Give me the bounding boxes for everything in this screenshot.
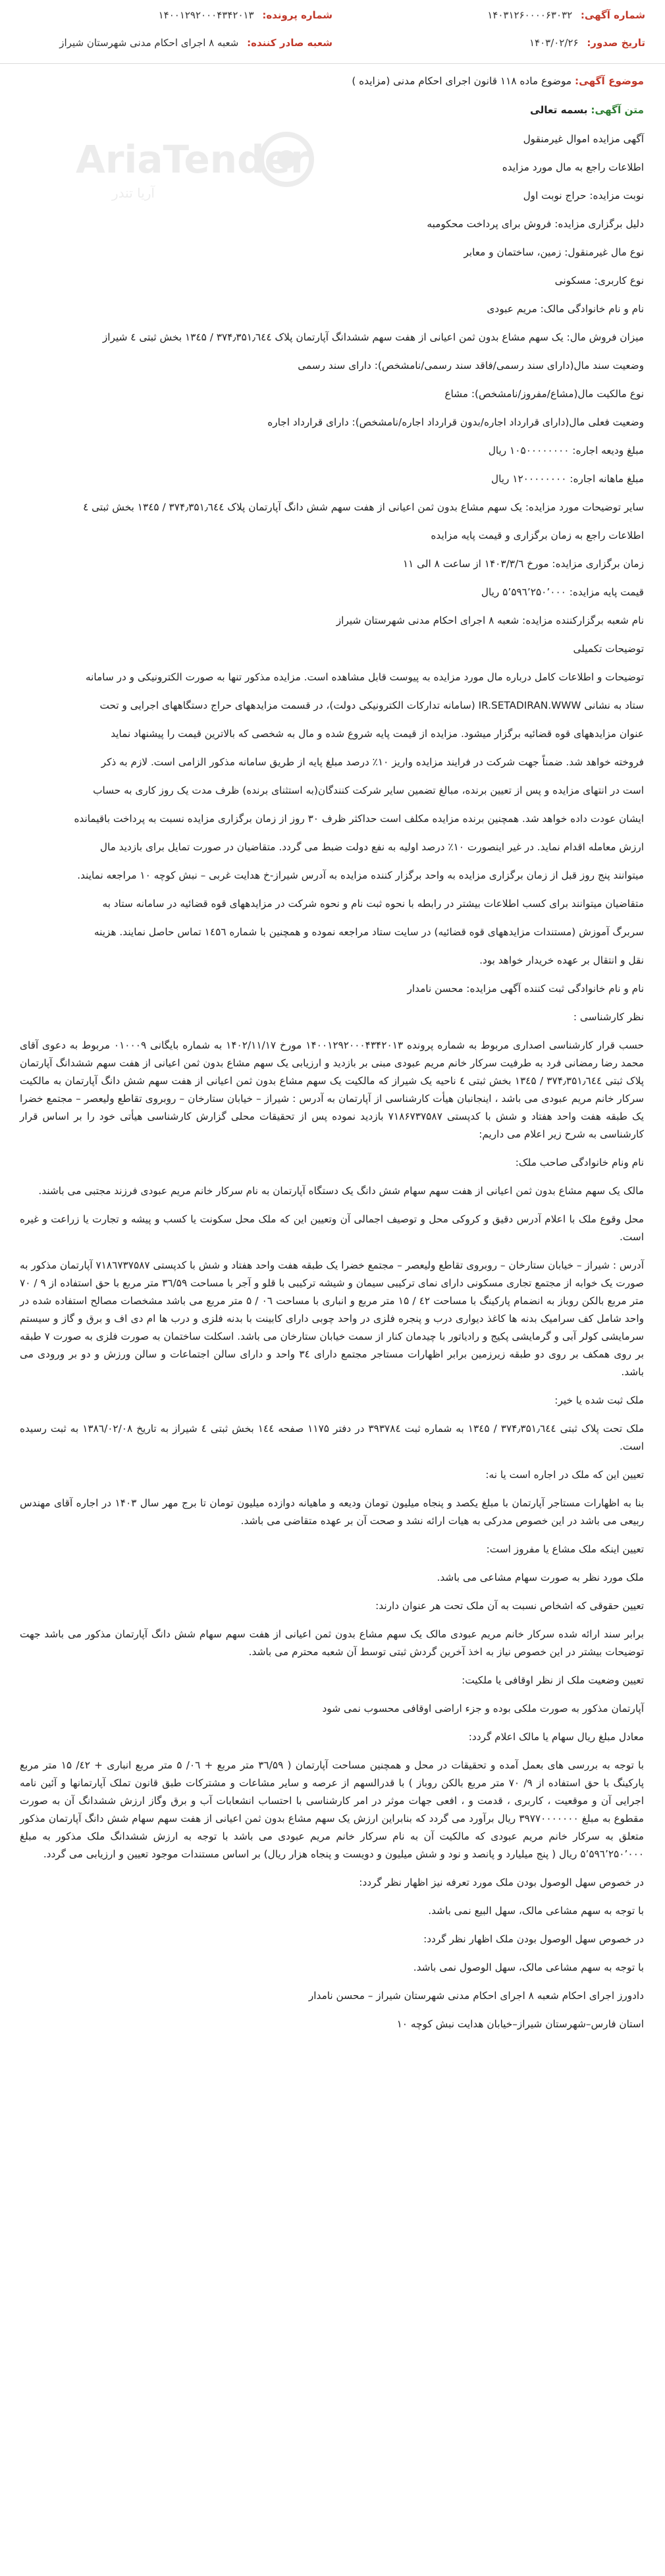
paragraph: حسب قرار کارشناسی اصداری مربوط به شماره پرونده ۱۴۰۰۱۲۹۲۰۰۰۴۳۴۲۰۱۳ مورخ ۱۴۰۲/۱۱/۱۷ به شماره بایگانی ۰۱۰۰۰۹ مربوط به دعوی آقای محمد رضا رمضانی فرد به طرفیت سرکار خانم مریم عبودی مبنی بر بازدید و ارزیابی یک سهم مشاع بدون ثمن اعیانی از هفت سهم ششدانگ آپارتمان پلاک ثبتی ۳۷۴٫۳۵۱٫٦٤٤ / ۱۳٤۵ بخش ثبتی ٤ ناحیه یک شیراز که مالکیت یک سهم مشاع بدون ثمن اعیانی از هفت سهم شش دانگ آپارتمان به مالکیت سرکار خانم مریم عبودی می باشد ، اینجانبان هیأت کارشناسی از آپارتمان به آدرس : شیراز – خیابان ستارخان – روبروی تقاطع ولیعصر – مجتمع خضرا یک طبقه هفت واحد هفتاد و شش با کدپستی ۷۱۸۶۷۳۷۵۸۷ بازدید نموده پس از تحقیقات محلی گزارش کارشناسی هیأتی خود را بر اساس قرار کارشناسی به شرح زیر اعلام می داریم: [20,1039,644,1140]
paragraph: استان فارس–شهرستان شیراز–خیابان هدایت نبش کوچه ۱۰ [396,2018,644,2030]
paragraph: با توجه به سهم مشاعی مالک، سهل البیع نمی باشد. [428,1905,644,1917]
paragraph: دادورز اجرای احکام شعبه ۸ اجرای احکام مدنی شهرستان شیراز – محسن نامدار [308,1990,644,2002]
paragraph: فروخته خواهد شد. ضمناً جهت شرکت در فرایند مزایده واریز ۱۰٪ درصد مبلغ پایه از طریق سامانه مذکور الزامی است. لازم به ذکر [101,756,644,768]
paragraph: وضعیت سند مال(دارای سند رسمی/فاقد سند رسمی/نامشخص): دارای سند رسمی [298,360,644,371]
issuer: شعبه صادر کننده: شعبه ۸ اجرای احکام مدنی شهرستان شیراز [59,37,332,49]
paragraph: نوبت مزایده: حراج نوبت اول [523,190,644,202]
paragraph: تعیین وضعیت ملک از نظر اوقافی یا ملکیت: [462,1674,644,1686]
paragraph: سایر توضیحات مورد مزایده: یک سهم مشاع بدون ثمن اعیانی از هفت سهم شش دانگ آپارتمان پلاک ۳۷۴٫۳۵۱٫٦٤٤ / ۱۳٤۵ بخش ثبتی ٤ [83,501,644,513]
paragraph: نوع مالکیت مال(مشاع/مفروز/نامشخص): مشاع [444,388,644,400]
paragraph: زمان برگزاری مزایده: مورخ ۱۴۰۳/۳/٦ از ساعت ۸ الی ۱۱ [402,558,644,570]
paragraph: نام ونام خانوادگی صاحب ملک: [515,1157,644,1168]
issue-date: تاریخ صدور: ۱۴۰۳/۰۲/۲۶ [529,37,645,49]
paragraph: توضیحات و اطلاعات کامل درباره مال مورد مزایده به پیوست قابل مشاهده است. مزایده مذکور تنها به صورت الکترونیکی و در سامانه [85,671,644,683]
paragraph: در خصوص سهل الوصول بودن ملک مورد تعرفه نیز اظهار نظر گردد: [359,1877,644,1888]
paragraph: نام و نام خانوادگی مالک: مریم عبودی [487,303,644,315]
paragraph: آپارتمان مذکور به صورت ملکی بوده و جزء اراضی اوقافی محسوب نمی شود [322,1703,644,1714]
paragraph: میزان فروش مال: یک سهم مشاع بدون ثمن اعیانی از هفت سهم ششدانگ آپارتمان پلاک ۳۷۴٫۳۵۱٫٦٤٤ / ۱۳٤۵ بخش ثبتی ٤ شیراز [102,331,644,343]
paragraph: آگهی مزایده اموال غیرمنقول [523,133,644,145]
paragraph: است در انتهای مزایده و پس از تعیین برنده، مبالغ تضمین سایر شرکت کنندگان(به استثنای برنده) ظرف مدت یک روز کاری به حساب [93,784,644,796]
paragraph: ملک ثبت شده یا خیر: [554,1394,644,1406]
paragraph: تعیین این که ملک در اجاره است یا نه: [485,1469,644,1481]
paragraph: نظر کارشناسی : [573,1011,644,1023]
paragraph: مبلغ ودیعه اجاره: ۱۰۵۰۰۰۰۰۰۰۰ ریال [488,445,644,456]
svg-text:آریا تندر: آریا تندر [112,185,155,201]
paragraph: ستاد به نشانی IR.SETADIRAN.WWW (سامانه تدارکات الکترونیکی دولت)، در قسمت مزایدههای حراج دستگاههای اجرایی و تحت [99,699,644,711]
paragraph: تعیین اینکه ملک مشاع یا مفروز است: [486,1543,644,1555]
paragraph: مبلغ ماهانه اجاره: ۱۲۰۰۰۰۰۰۰۰ ریال [491,473,644,485]
paragraph: با توجه به بررسی های بعمل آمده و تحقیقات در محل و همچنین مساحت آپارتمان ( ۳٦/۵۹ متر مربع + ۰٦/ ۵ متر مربع انباری + ٤۲/ ۱۵ متر مربع پارکینگ با حق استفاده از ۹/ ۷۰ متر مربع بالکن روباز ) با قدرالسهم از عرصه و سایر مشاعات و مشترکات طبق قانون تملک آپارتمانها و آئین نامه اجرایی آن و موقعیت ، کاربری ، قدمت و ، افعی جهات موثر در امر کارشناسی با احتساب انشعابات آب و برق وگاز ارزش ششدانگ آن به صورت مقطوع به مبلغ ۳۹۷۷۰۰۰۰۰۰۰ ریال برآورد می گردد که بنابراین ارزش یک سهم مشاع بدون ثمن اعیانی از هفت سهم سهام شش دانگ آپارتمان مذکور متعلق به سرکار خانم مریم عبودی که مالکیت آن به نام سرکار خانم مریم عبودی می باشد با توجه به ارزش ششدانگ ملک مذکور به مبلغ ۵٬۵۹٦٬۲۵۰٬۰۰۰ ریال ( پنج میلیارد و پانصد و نود و شش میلیون و دویست و پنجاه هزار ریال) بر اساس مستندات موجود تعیین و ارزیابی می گردد. [20,1759,644,1860]
paragraph: مالک یک سهم مشاع بدون ثمن اعیانی از هفت سهم سهام شش دانگ یک دستگاه آپارتمان به نام سرکار خانم مریم عبودی فرزند مجتبی می باشند. [38,1185,644,1197]
paragraph: عنوان مزایدههای قوه قضائیه برگزار میشود. مزایده از قیمت پایه شروع شده و مال به شخصی که بالاترین قیمت را پیشنهاد نماید [111,728,644,740]
paragraph: آدرس : شیراز – خیابان ستارخان – روبروی تقاطع ولیعصر – مجتمع خضرا یک طبقه هفت واحد هفتاد و شش با کدپستی ۷۱۸٦۷۳۷۵۸۷ آپارتمان مذکور به صورت یک خوابه از مجتمع تجاری مسکونی دارای نمای ترکیبی سیمان و شیشه ترکیبی با قلو و آجر با مساحت ۳٦/۵۹ متر مربع با حق استفاده از ۹ / ۷۰ متر مربع بالکن روباز به انضمام پارکینگ با مساحت ٤۲ / ۱۵ متر مربع و انباری با مساحت ۰٦ / ۵ متر مربع می باشد مشخصات مصالح استفاده شده در واحد شامل کف سرامیک بدنه ها کاغذ دیواری درب و پنجره فلزی در واحد چوبی دارای کابینت با بدنه فلزی و درب ها ام دی اف و برق و گاز و سیستم سرمایشی کولر آبی و گرمایشی پکیج و رادیاتور با چیدمان کنار از سمت خیابان ستارخان می باشد. اسکلت ساختمان به صورت فلزی به صورت ۷ طبقه بر روی همکف بر روی دو طبقه زیرزمین برابر اظهارات مستاجر مجتمع دارای ۳٤ واحد و دارای سالن اجتماعات و سالن ورزش و دو بر ورودی می باشد. [20,1259,645,1378]
paragraph: اطلاعات راجع به زمان برگزاری و قیمت پایه مزایده [431,530,644,541]
pursuit-number: شماره پرونده: ۱۴۰۰۱۲۹۲۰۰۰۴۳۴۲۰۱۳ [158,9,332,21]
paragraph: برابر سند ارائه شده سرکار خانم مریم عبودی مالک یک سهم مشاع بدون ثمن اعیانی از هفت سهم سهام شش دانگ آپارتمان مذکور می باشد جهت توضیحات بیشتر در این خصوص نیاز به اخذ آخرین گردش ثبتی توسط آن شعبه محترم می باشد. [20,1628,644,1658]
paragraph: محل وقوع ملک با اعلام آدرس دقیق و کروکی محل و توصیف اجمالی آن وتعیین این که ملک محل سکونت یا کسب و پیشه و تجارت یا زراعت و غیره است. [20,1213,644,1243]
subject-line: موضوع آگهی: موضوع ماده ۱۱۸ قانون اجرای احکام مدنی (مزایده ) [352,75,644,87]
paragraph: میتوانند پنج روز قبل از زمان برگزاری مزایده به واحد برگزار کننده مزایده به آدرس شیراز-خ هدایت غربی – نبش کوچه ۱۰ مراجعه نمایند. [77,869,644,881]
paragraph: بنا به اظهارات مستاجر آپارتمان با مبلغ یکصد و پنجاه میلیون تومان ودیعه و ماهیانه دوازده میلیون تومان تا برج مهر سال ۱۴۰۳ در اجاره آقای مهندس ربیعی می باشد در این خصوص مدرکی به هیات ارائه نشد و صحت آن بر عهده متقاضی می باشد. [20,1497,644,1527]
paragraph: ایشان عودت داده خواهد شد. همچنین برنده مزایده مکلف است حداکثر ظرف ۳۰ روز از زمان برگزاری مزایده نسبت به پرداخت باقیمانده [74,813,644,825]
paragraph: سربرگ آموزش (مستندات مزایدههای قوه قضائیه) در سایت ستاد مراجعه نموده و همچنین با شماره ۱٤۵٦ تماس حاصل نمایند. هزینه [93,926,644,938]
paragraph: تعیین حقوقی که اشخاص نسبت به آن ملک تحت هر عنوان دارند: [375,1600,644,1612]
paragraph: متقاضیان میتوانند برای کسب اطلاعات بیشتر در رابطه با نحوه ثبت نام و نحوه شرکت در مزایدههای قوه قضائیه در سامانه ستاد به [102,898,644,910]
text-line: متن آگهی: بسمه تعالی [529,104,644,116]
svg-text:AriaTender: AriaTender [76,137,309,182]
paragraph: ملک مورد نظر به صورت سهام مشاعی می باشد. [437,1572,644,1583]
paragraph: توضیحات تکمیلی [573,643,644,655]
paragraph: با توجه به سهم مشاعی مالک، سهل الوصول نمی باشد. [413,1961,644,1973]
paragraph: معادل مبلغ ریال سهام یا مالک اعلام گردد: [468,1731,644,1743]
paragraph: نام شعبه برگزارکننده مزایده: شعبه ۸ اجرای احکام مدنی شهرستان شیراز [336,615,644,626]
paragraph: قیمت پایه مزایده: ۵٬۵۹٦٬۲۵۰٬۰۰۰ ریال [481,586,644,598]
paragraph: اطلاعات راجع به مال مورد مزایده [502,161,644,173]
paragraph: ملک تحت پلاک ثبتی ۳۷۴٫۳۵۱٫٦٤٤ / ۱۳٤۵ به شماره ثبت ۳۹۳۷۸٤ در دفتر ۱۱۷۵ صفحه ۱٤٤ بخش ثبتی ٤ شیراز به تاریخ ۱۳۸٦/۰۲/۰۸ به ثبت رسیده است. [20,1423,645,1452]
paragraph: وضعیت فعلی مال(دارای قرارداد اجاره/بدون قرارداد اجاره/نامشخص): دارای قرارداد اجاره [267,416,644,428]
ad-number: شماره آگهی: ۱۴۰۳۱۲۶۰۰۰۰۶۳۰۳۲ [487,9,645,21]
paragraph: دلیل برگزاری مزایده: فروش برای پرداخت محکومبه [427,218,644,230]
ad-header [0,0,665,64]
ad-body [20,72,644,2044]
paragraph: نوع مال غیرمنقول: زمین، ساختمان و معابر [464,246,644,258]
paragraph: نقل و انتقال بر عهده خریدار خواهد بود. [479,954,644,966]
paragraph: نوع کاربری: مسکونی [554,275,644,287]
paragraph: ارزش معامله اقدام نماید. در غیر اینصورت ۱۰٪ درصد اولیه به نفع دولت ضبط می گردد. متقاضیان در صورت تمایل برای بازدید مال [99,841,644,853]
paragraph: در خصوص سهل الوصول بودن ملک اظهار نظر گردد: [423,1933,644,1945]
paragraphs [20,130,644,2033]
paragraph: نام و نام خانوادگی ثبت کننده آگهی مزایده: محسن نامدار [407,983,644,995]
